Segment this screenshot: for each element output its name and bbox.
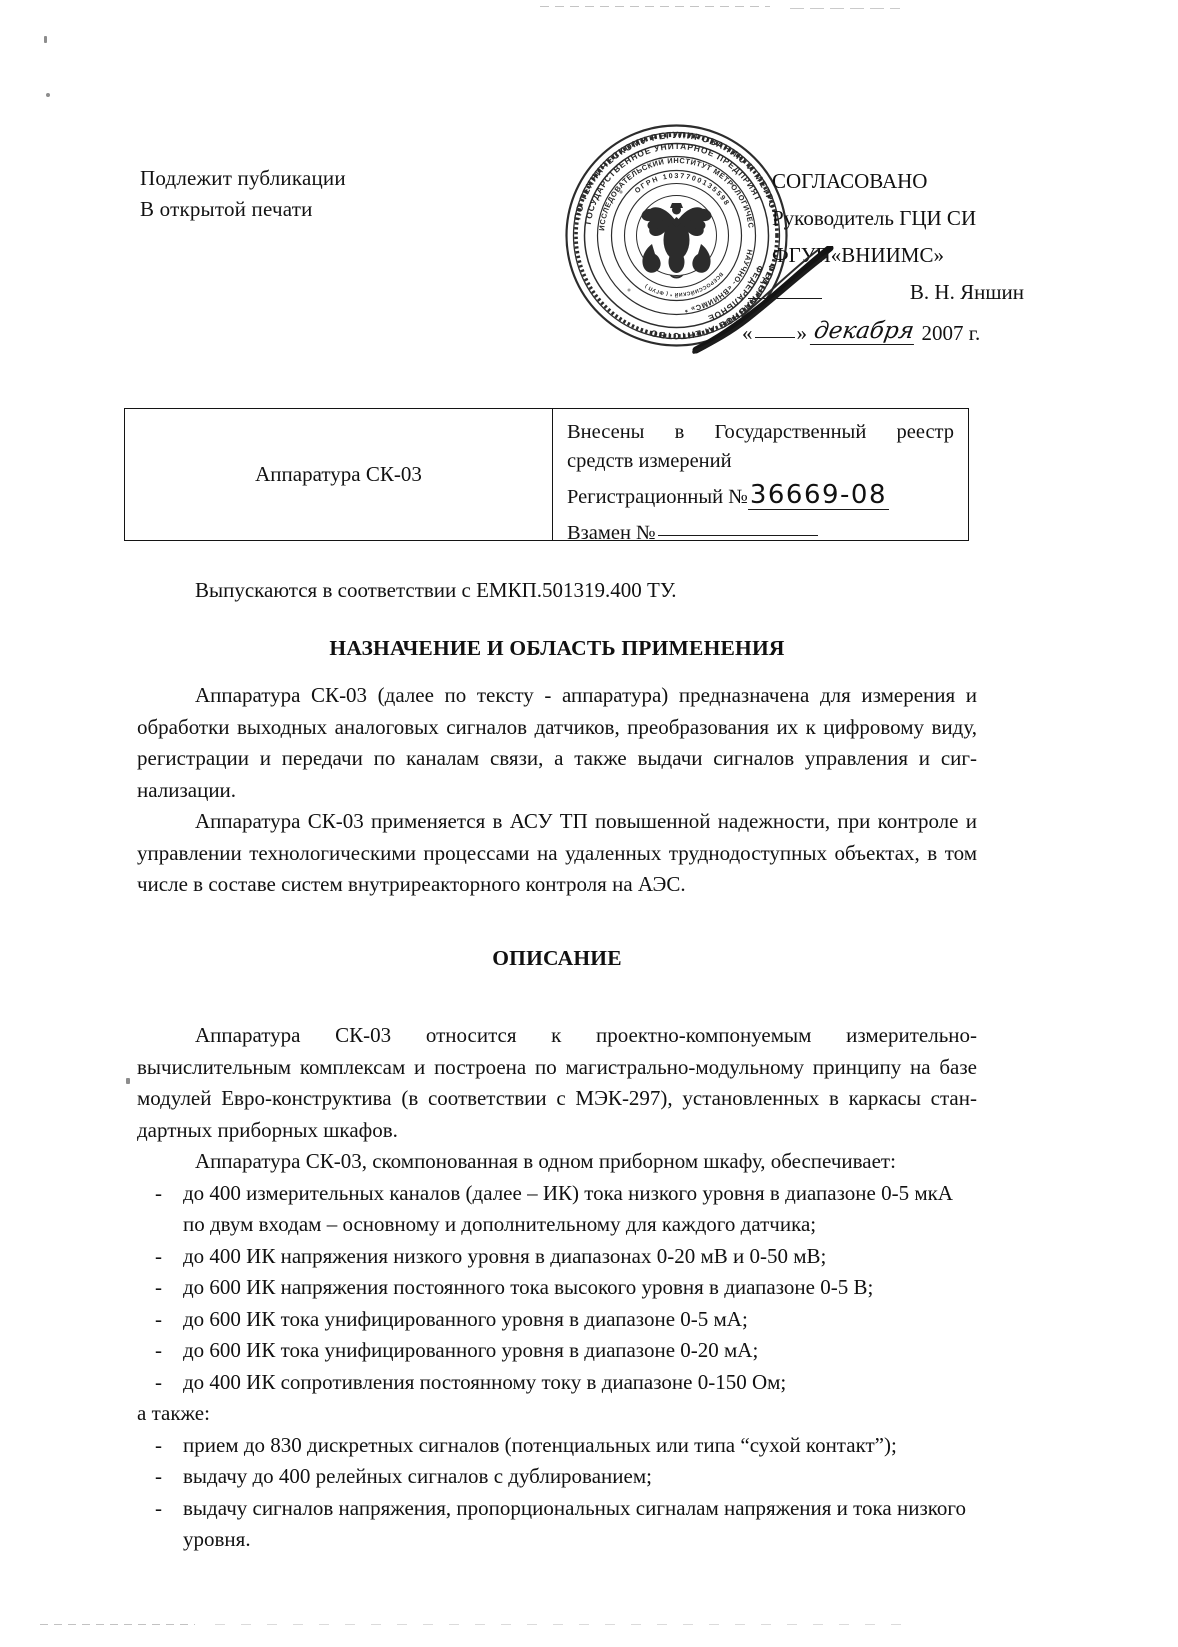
registration-product-cell <box>125 409 553 540</box>
date-month-handwritten: декабря <box>810 318 918 345</box>
product-name: Аппаратура СК-03 <box>255 462 422 486</box>
scan-artifact-top <box>540 6 770 7</box>
list-item <box>137 1367 977 1399</box>
list-item <box>137 1272 977 1304</box>
svg-text:ФЕДЕРАЛЬНОЕ АГЕНТСТВО: ФЕДЕРАЛЬНОЕ АГЕНТСТВО <box>648 262 778 342</box>
description-paragraph-2: Аппаратура СК-03, скомпонованная в одном приборном шкафу, обеспечивает: <box>195 1149 896 1173</box>
publication-note-line2: В открытой печати <box>140 197 313 221</box>
publication-note-line1: Подлежит публикации <box>140 166 346 190</box>
section-heading-purpose: НАЗНАЧЕНИЕ И ОБЛАСТЬ ПРИМЕНЕНИЯ <box>329 635 785 660</box>
date-year: 2007 г. <box>921 321 981 345</box>
measurement-channel-list <box>137 1178 977 1399</box>
list-item <box>137 1335 977 1367</box>
scan-artifact-bottom <box>215 1624 905 1625</box>
publication-note <box>140 163 346 225</box>
description-paragraph-1: Аппаратура СК-03 относится к проектно-компонуемым измерительно-вычислительным комплексам и построена по магистрально-модульному принципу на базе модулей Евро-конструктива (в соответствии с МЭК-297), установленных в каркасы стандартных приборных шкафов. <box>137 1023 977 1142</box>
also-label: а также: <box>137 1401 210 1425</box>
list-bullet-dash: - <box>155 1338 162 1362</box>
replaces-label: Взамен № <box>567 522 656 544</box>
approval-heading: СОГЛАСОВАНО <box>772 169 928 193</box>
list-item-text: до 600 ИК напряжения постоянного тока высокого уровня в диапазоне 0-5 В; <box>183 1275 874 1299</box>
list-bullet-dash: - <box>155 1243 162 1268</box>
list-item <box>137 1178 977 1241</box>
list-item <box>137 1493 977 1556</box>
list-bullet-dash: - <box>155 1306 162 1331</box>
svg-text:ОГРН 1037700135598: ОГРН 1037700135598 <box>633 171 732 208</box>
list-item-text: до 400 измерительных каналов (далее – ИК) тока низкого уровня в диапазоне 0-5 мкА по двум входам – основному и дополнительному для каждого датчика; <box>183 1180 953 1236</box>
replaces-number-row <box>567 519 954 548</box>
list-item-text: до 600 ИК тока унифицированного уровня в диапазоне 0-20 мА; <box>183 1338 759 1362</box>
svg-text:ИССЛЕДОВАТЕЛЬСКИЙ ИНСТИТУТ МЕТ: ИССЛЕДОВАТЕЛЬСКИЙ ИНСТИТУТ МЕТРОЛОГИЧЕС <box>597 155 756 232</box>
list-item-text: прием до 830 дискретных сигналов (потенциальных или типа “сухой контакт”); <box>183 1432 897 1457</box>
list-item-text: до 400 ИК напряжения низкого уровня в диапазонах 0-20 мВ и 0-50 мВ; <box>183 1243 827 1268</box>
date-quote-close: » <box>796 321 807 345</box>
approval-role: Руководитель ГЦИ СИ <box>772 206 977 230</box>
official-round-stamp <box>563 122 790 349</box>
scan-artifact-bottom-left <box>40 1624 195 1625</box>
date-day-blank <box>755 337 795 338</box>
double-headed-eagle-icon <box>642 203 712 279</box>
document-body <box>137 575 977 1556</box>
approval-block <box>772 163 1032 311</box>
registration-number-row <box>567 482 954 512</box>
list-item-text: выдачу сигналов напряжения, пропорциональных сигналам напряжения и тока низкого уровня. <box>183 1495 966 1551</box>
entered-register-line1: Внесены в Государственный реестр <box>567 421 954 443</box>
approval-organization: ФГУП«ВНИИМС» <box>772 243 944 267</box>
approval-date-row <box>742 318 980 346</box>
svg-text:ПО ТЕХНИЧЕСКОМУ РЕГУЛИРОВАНИЮ: ПО ТЕХНИЧЕСКОМУ РЕГУЛИРОВАНИЮ И МЕТРО <box>572 129 779 221</box>
svg-text:ГОСУДАРСТВЕННОЕ УНИТАРНОЕ ПРЕД: ГОСУДАРСТВЕННОЕ УНИТАРНОЕ ПРЕДПРИЯТ <box>582 141 764 226</box>
svg-text:ФЕДЕРАЛЬНОЕ: ФЕДЕРАЛЬНОЕ <box>706 264 766 324</box>
scan-speck <box>46 93 50 97</box>
list-item <box>137 1461 977 1493</box>
replaces-number-blank <box>658 535 818 536</box>
list-bullet-dash: - <box>155 1369 162 1394</box>
svg-text:НАУЧНО- «ВНИИМС» *: НАУЧНО- «ВНИИМС» * <box>683 248 755 315</box>
registration-number-value: 36669-08 <box>749 480 888 510</box>
approval-signatory: В. Н. Яншин <box>909 280 1024 304</box>
additional-capability-list <box>137 1430 977 1556</box>
registration-number-label: Регистрационный № <box>567 486 748 508</box>
registration-details-cell <box>553 409 968 544</box>
list-bullet-dash: - <box>155 1464 162 1488</box>
purpose-paragraph-2: Аппаратура СК-03 применяется в АСУ ТП повышенной надежности, при контроле и управлении технологическими процессами на удаленных труднодоступных объектах, в том числе в составе систем внутриреакторного контроля на АЭС. <box>137 809 977 896</box>
list-item-text: до 400 ИК сопротивления постоянному току в диапазоне 0-150 Ом; <box>183 1369 787 1394</box>
svg-text:ВСЕРОССИЙСКИЙ * ( ФГУП ): ВСЕРОССИЙСКИЙ * ( ФГУП ) <box>643 270 724 298</box>
scan-artifact-top-right <box>790 8 900 9</box>
entered-register-line2: средств измерений <box>567 450 732 472</box>
signature-line <box>748 298 822 299</box>
date-quote-open: « <box>742 321 753 345</box>
list-item <box>137 1241 977 1273</box>
list-bullet-dash: - <box>155 1432 162 1457</box>
list-bullet-dash: - <box>155 1180 162 1205</box>
scan-speck <box>126 1078 130 1084</box>
list-item-text: выдачу до 400 релейных сигналов с дублированием; <box>183 1464 652 1488</box>
list-bullet-dash: - <box>155 1495 162 1520</box>
technical-conditions-line: Выпускаются в соответствии с ЕМКП.501319.400 ТУ. <box>195 578 677 602</box>
purpose-paragraph-1: Аппаратура СК-03 (далее по тексту - аппаратура) предназначена для измерения и обработки выходных аналоговых сигналов датчиков, преобразования их к цифровому виду, регистрации и передачи по каналам связи, а также выдачи сигналов управления и сигнализации. <box>137 683 977 802</box>
scan-speck <box>44 36 47 43</box>
list-item <box>137 1304 977 1336</box>
registration-table <box>124 408 969 544</box>
list-item-text: до 600 ИК тока унифицированного уровня в диапазоне 0-5 мА; <box>183 1306 748 1331</box>
section-heading-description: ОПИСАНИЕ <box>492 945 622 970</box>
list-item <box>137 1430 977 1462</box>
list-bullet-dash: - <box>155 1275 162 1299</box>
